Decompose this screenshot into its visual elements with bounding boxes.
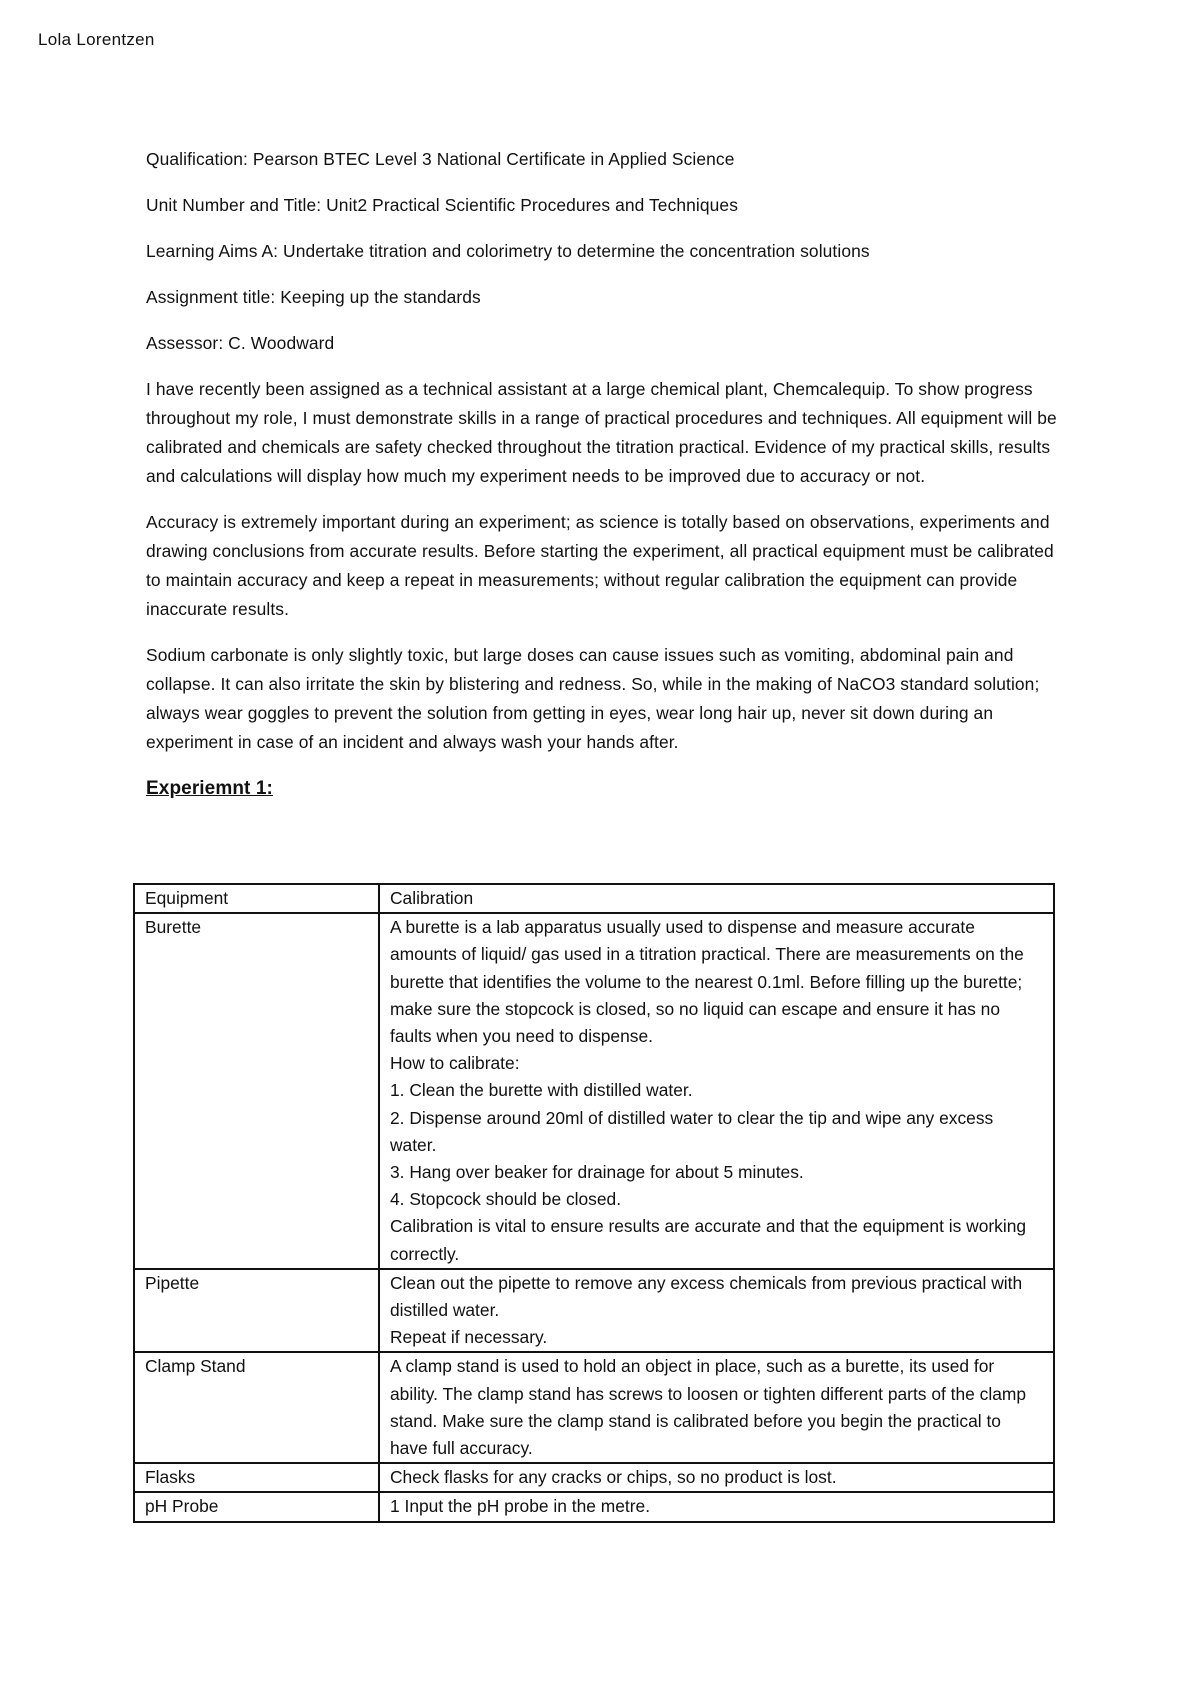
intro-paragraph: I have recently been assigned as a technical assistant at a large chemical plant, Chemcalequip. To show progress throughout my role, I must demonstrate skills in a range of practical procedures and techniques. All equipment will be calibrated and chemicals are safety checked throughout the titration practical. Evidence of my practical skills, results and calculations will display how much my experiment needs to be improved due to accuracy or not. [146, 379, 1057, 486]
equipment-cell: Clamp Stand [134, 1352, 379, 1463]
header-equipment: Equipment [134, 884, 379, 913]
author-name: Lola Lorentzen [38, 30, 155, 49]
calibration-cell [379, 1352, 1054, 1463]
table-header-row [134, 884, 1054, 913]
qualification-line: Qualification: Pearson BTEC Level 3 National Certificate in Applied Science [146, 149, 735, 169]
calibration-cell [379, 913, 1054, 1269]
table-row [134, 913, 1054, 1269]
cell-line: Repeat if necessary. [390, 1327, 548, 1348]
assignment-title-line: Assignment title: Keeping up the standards [146, 287, 481, 307]
header-calibration: Calibration [379, 884, 1054, 913]
equipment-cell: pH Probe [134, 1492, 379, 1521]
assessor-line: Assessor: C. Woodward [146, 333, 335, 353]
cell-line: Calibration is vital to ensure results are accurate and that the equipment is working correctly. [390, 1216, 1027, 1264]
table-row [134, 1463, 1054, 1492]
accuracy-paragraph: Accuracy is extremely important during an experiment; as science is totally based on observations, experiments and drawing conclusions from accurate results. Before starting the experiment, all practical equipment must be calibrated to maintain accuracy and keep a repeat in measurements; without regular calibration the equipment can provide inaccurate results. [146, 512, 1054, 619]
cell-line: Clean out the pipette to remove any excess chemicals from previous practical with distilled water. [390, 1272, 1023, 1321]
cell-line: 4. Stopcock should be closed. [390, 1189, 622, 1210]
cell-line: Check flasks for any cracks or chips, so no product is lost. [390, 1467, 837, 1488]
calibration-cell [379, 1269, 1054, 1353]
cell-line: How to calibrate: [390, 1053, 520, 1074]
table-body [134, 884, 1054, 1522]
table-row [134, 1492, 1054, 1521]
calibration-cell [379, 1463, 1054, 1492]
cell-line: A burette is a lab apparatus usually used to dispense and measure accurate amounts of liquid/ gas used in a titration practical. There are measurements on the burette that identifies the volume to the nearest 0.1ml. Before filling up the burette; make sure the stopcock is closed, so no liquid can escape and ensure it has no faults when you need to dispense. [390, 917, 1024, 1047]
safety-paragraph: Sodium carbonate is only slightly toxic, but large doses can cause issues such as vomiting, abdominal pain and collapse. It can also irritate the skin by blistering and redness. So, while in the making of NaCO3 standard solution; always wear goggles to prevent the solution from getting in eyes, wear long hair up, never sit down during an experiment in case of an incident and always wash your hands after. [146, 645, 1040, 752]
equipment-cell: Pipette [134, 1269, 379, 1353]
unit-line: Unit Number and Title: Unit2 Practical Scientific Procedures and Techniques [146, 195, 738, 215]
table-row [134, 1352, 1054, 1463]
document-body [146, 145, 1066, 816]
learning-aims-line: Learning Aims A: Undertake titration and colorimetry to determine the concentration solutions [146, 241, 870, 261]
cell-line: 1 Input the pH probe in the metre. [390, 1496, 651, 1517]
cell-line: 3. Hang over beaker for drainage for about 5 minutes. [390, 1162, 804, 1183]
calibration-cell [379, 1492, 1054, 1521]
cell-line: 1. Clean the burette with distilled water. [390, 1080, 693, 1101]
equipment-cell: Burette [134, 913, 379, 1269]
cell-line: A clamp stand is used to hold an object in place, such as a burette, its used for ability. The clamp stand has screws to loosen or tighten different parts of the clamp stand. Make sure the clamp stand is calibrated before you begin the practical to have full accuracy. [390, 1356, 1027, 1459]
cell-line: 2. Dispense around 20ml of distilled water to clear the tip and wipe any excess water. [390, 1107, 994, 1155]
table-row [134, 1269, 1054, 1353]
experiment-heading: Experiemnt 1: [146, 778, 273, 799]
equipment-calibration-table [133, 883, 1055, 1523]
equipment-cell: Flasks [134, 1463, 379, 1492]
